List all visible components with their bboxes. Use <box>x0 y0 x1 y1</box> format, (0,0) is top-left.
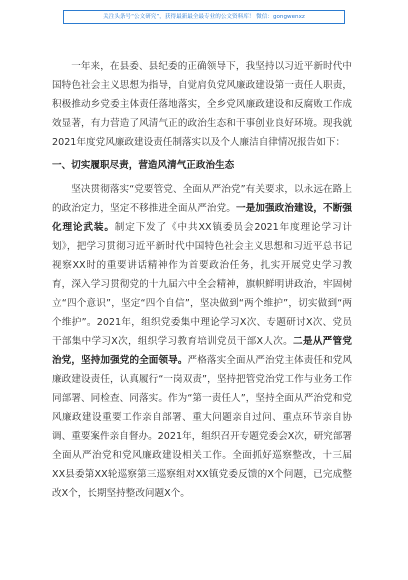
paragraph-text: 坚决贯彻落实“党要管党、全面从严治党”有关要求，以永远在路上的政治定力，坚定不移推进全面从严治党。 <box>52 184 352 214</box>
bold-subheading-party-governance: 二是从严管党治党，坚持加强党的全面领导。 <box>52 336 353 366</box>
section-heading: 一、切实履职尽责，营造风清气正政治生态 <box>52 160 235 171</box>
promo-banner: 关注头条号“公文研究”，获得最新最全最专业的公文资料库！ 微信：gongwenxz <box>63 10 345 24</box>
intro-paragraph: 一年来，在县委、县纪委的正确领导下，我坚持以习近平新时代中国特色社会主义思想为指导，自觉肩负党风廉政建设第一责任人职责，积极推动乡党委主体责任落地落实，全乡党风廉政建设和反腐败工作成效显著，有力营造了风清气正的政治生态和干事创业良好环境。现我就2021年度党风廉政建设责任制落实以及个人廉洁自律情况报告如下： <box>52 61 352 148</box>
section-paragraph <box>52 180 352 503</box>
paragraph-text: 制定下发了《中共XX镇委员会2021年度理论学习计划》，把学习贯彻习近平新时代中国特色社会主义思想和习近平总书记视察XX时的重要讲话精神作为首要政治任务，扎实开展党史学习教育，深入学习贯彻党的十九届六中全会精神，旗帜鲜明讲政治，牢固树立“四个意识”，坚定“四个自信”，坚决做到“两个维护”，切实做到“两个维护”。2021年，组织党委集中理论学习X次、专题研讨X次、党员干部集中学习X次，组织学习教育培训党员干部X人次。 <box>52 222 353 347</box>
document-body <box>52 57 352 503</box>
bold-subheading-political: 一是加强政治建设，不断强化理论武装。 <box>52 203 353 233</box>
paragraph-text: 严格落实全面从严治党主体责任和党风廉政建设责任，认真履行“一岗双责”，坚持把管党治党工作与业务工作同部署、同检查、同落实。作为“第一责任人”，坚持全面从严治党和党风廉政建设重要工作亲自部署、重大问题亲自过问、重点环节亲自协调、重要案件亲自督办。2021年，组织召开专题党委会X次，研究部署全面从严治党和党风廉政建设相关工作。全面抓好巡察整改，十三届XX县委第XX轮巡察第三巡察组对XX镇党委反馈的X个问题，已完成整改X个，长期坚持整改问题X个。 <box>52 355 353 499</box>
